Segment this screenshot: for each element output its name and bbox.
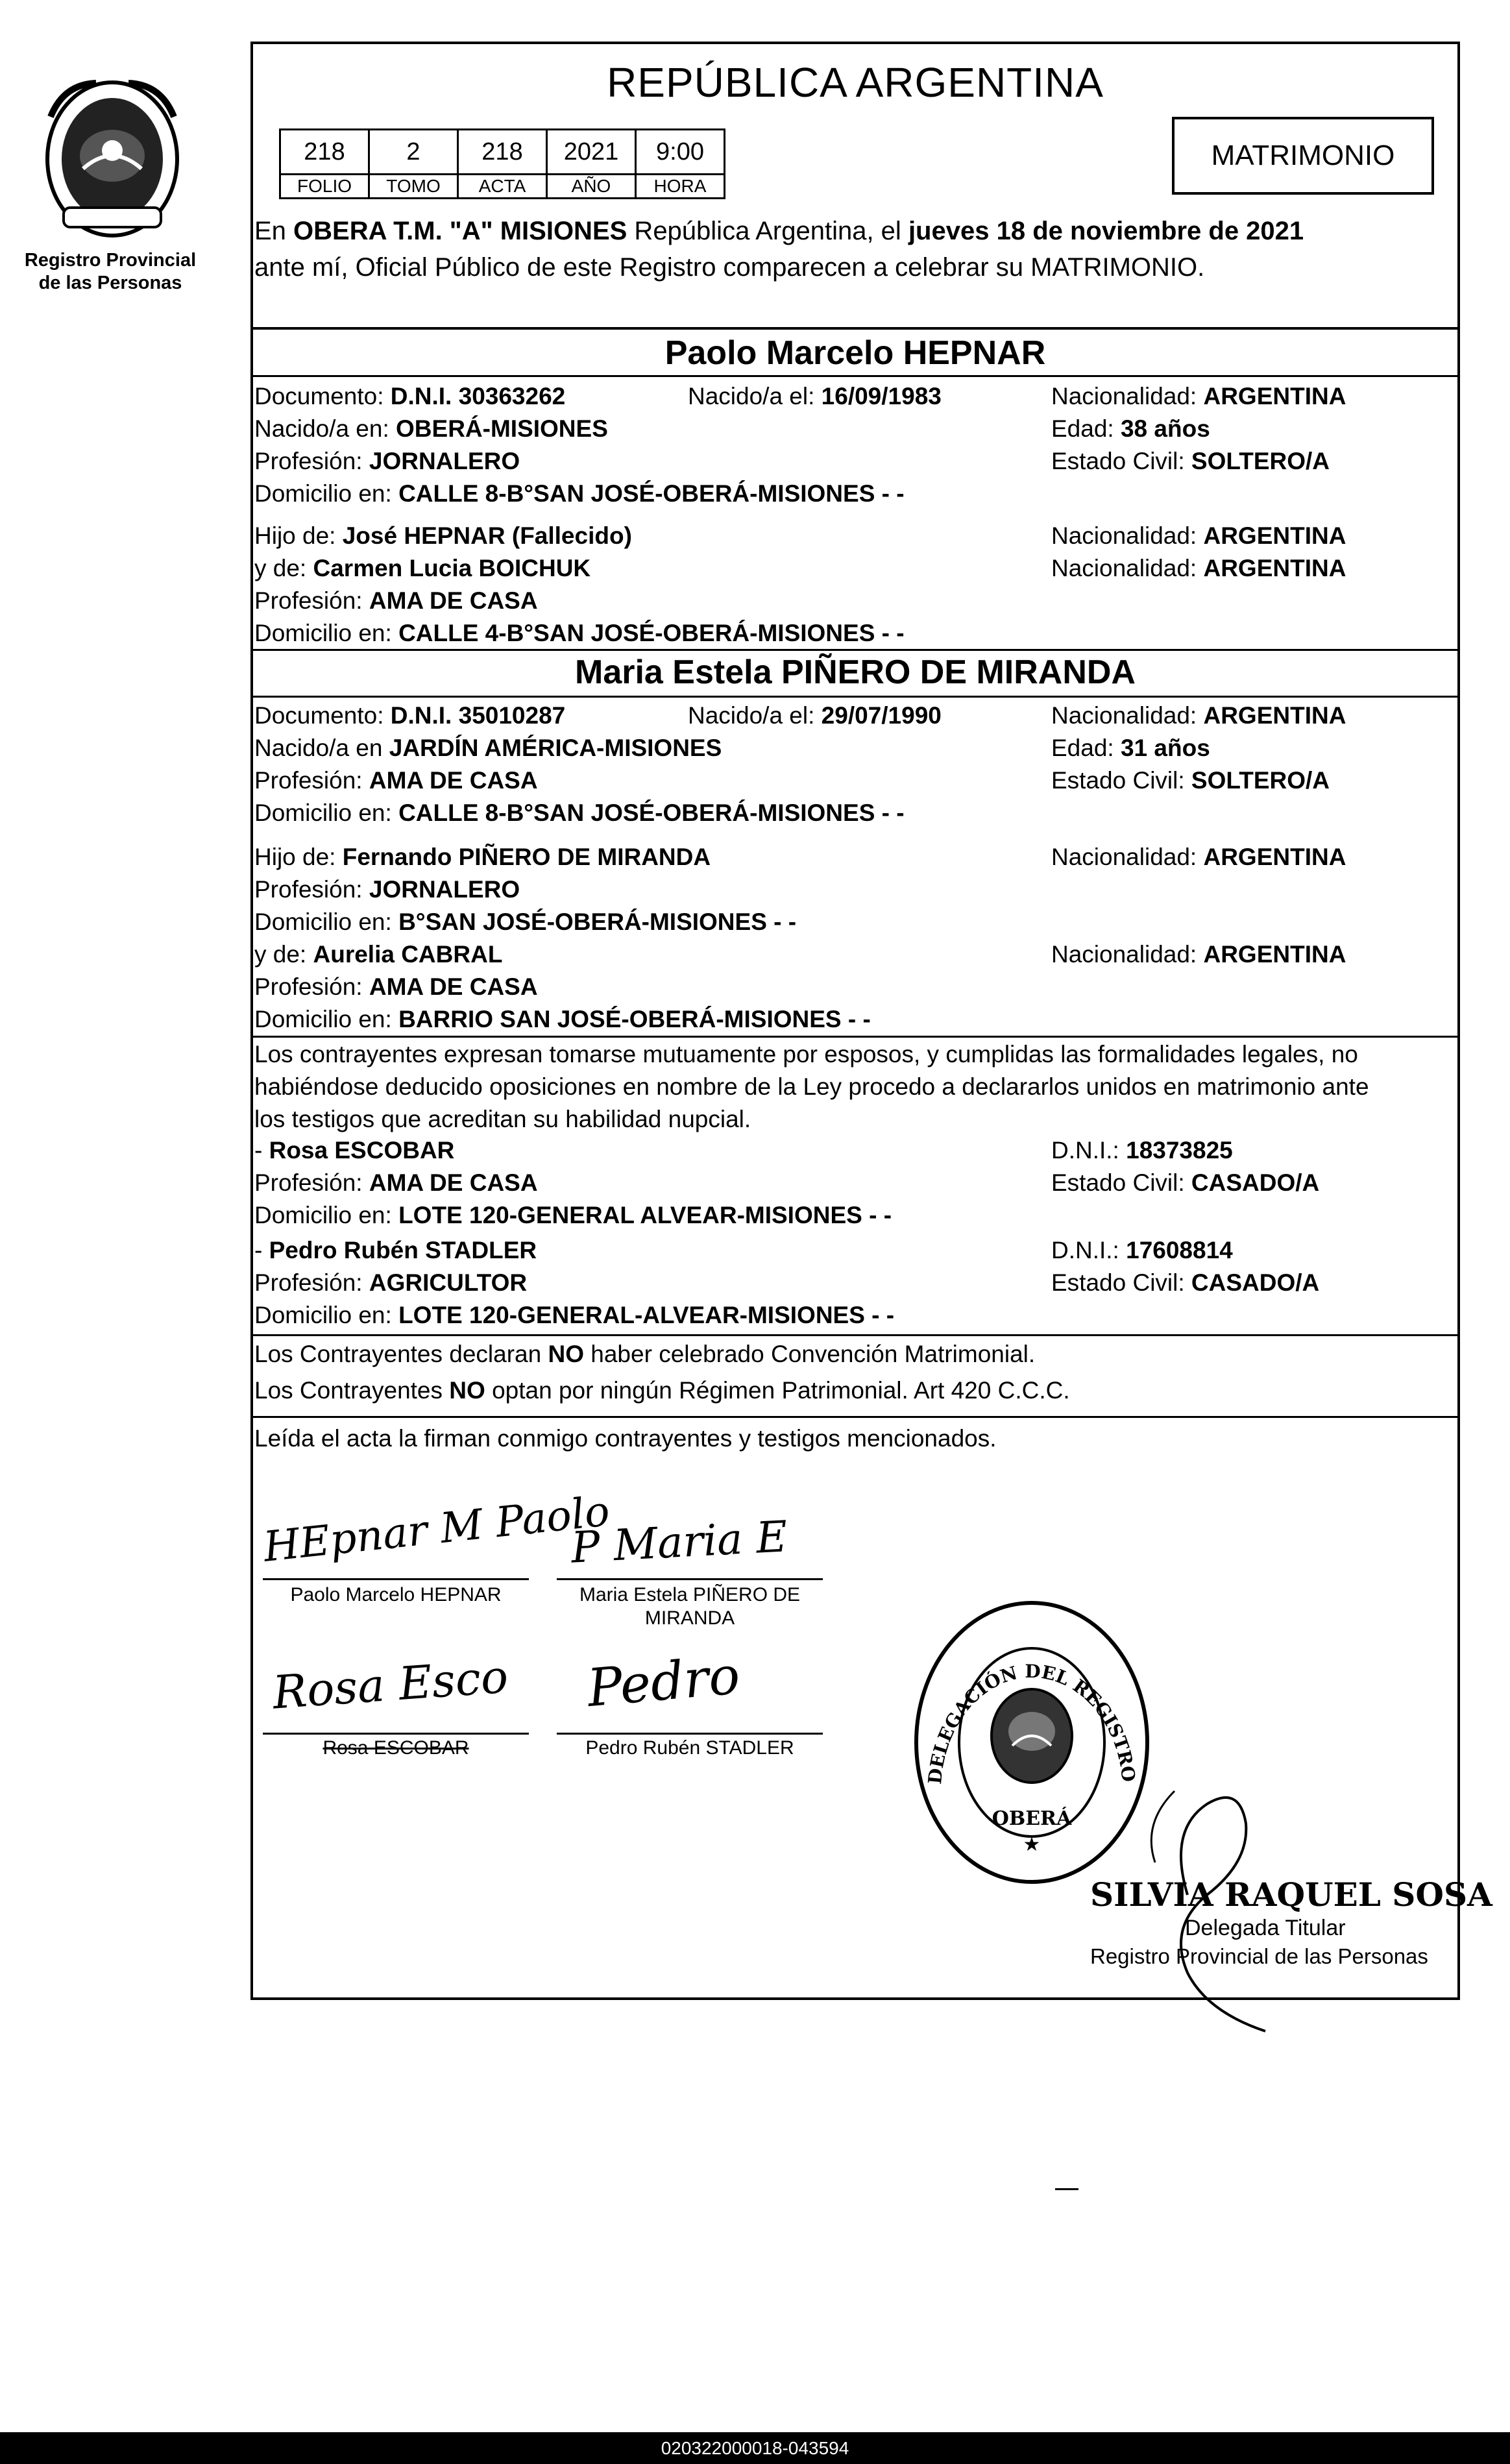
groom-document: Documento: D.N.I. 30363262 — [254, 383, 566, 409]
groom-mother: y de: Carmen Lucia BOICHUK — [254, 555, 591, 581]
official-stamp — [908, 1596, 1155, 1888]
bride-age: Edad: 31 años — [1051, 735, 1210, 761]
witness1-signature: Rosa Esco — [271, 1650, 510, 1720]
folio-label: FOLIO — [280, 175, 369, 199]
signature-line — [263, 1578, 529, 1580]
bride-name: Maria Estela PIÑERO DE MIRANDA — [575, 653, 1136, 691]
witness2-address: Domicilio en: LOTE 120-GENERAL-ALVEAR-MISIONES - - — [254, 1302, 895, 1328]
official-organization: Registro Provincial de las Personas — [1090, 1944, 1428, 1968]
divider — [250, 375, 1460, 377]
groom-age: Edad: 38 años — [1051, 415, 1210, 442]
tomo-value: 2 — [369, 130, 458, 175]
country-title: REPÚBLICA ARGENTINA — [607, 59, 1104, 106]
bride-birthdate: Nacido/a el: 29/07/1990 — [688, 702, 942, 729]
folio-value: 218 — [280, 130, 369, 175]
signature-line — [557, 1578, 823, 1580]
witness1-profession: Profesión: AMA DE CASA — [254, 1169, 538, 1196]
acta-label: ACTA — [458, 175, 547, 199]
closing-statement: Leída el acta la firman conmigo contrayentes y testigos mencionados. — [254, 1425, 997, 1452]
bride-nationality: Nacionalidad: ARGENTINA — [1051, 702, 1346, 729]
groom-nationality: Nacionalidad: ARGENTINA — [1051, 383, 1346, 409]
stamp-city: OBERÁ — [992, 1807, 1072, 1830]
anio-label: AÑO — [547, 175, 636, 199]
svg-text:★: ★ — [1023, 1833, 1041, 1856]
divider — [250, 1416, 1460, 1418]
groom-address: Domicilio en: CALLE 8-B°SAN JOSÉ-OBERÁ-MISIONES - - — [254, 480, 905, 507]
bride-father-address: Domicilio en: B°SAN JOSÉ-OBERÁ-MISIONES - - — [254, 909, 797, 935]
groom-father: Hijo de: José HEPNAR (Fallecido) — [254, 522, 632, 549]
groom-mother-profession: Profesión: AMA DE CASA — [254, 587, 538, 614]
witness1-signature-caption: Rosa ESCOBAR — [323, 1737, 469, 1759]
bride-father: Hijo de: Fernando PIÑERO DE MIRANDA — [254, 844, 711, 870]
witness2-profession: Profesión: AGRICULTOR — [254, 1269, 528, 1296]
bride-profession: Profesión: AMA DE CASA — [254, 767, 538, 794]
bride-father-nationality: Nacionalidad: ARGENTINA — [1051, 844, 1346, 870]
witness1-civil-status: Estado Civil: CASADO/A — [1051, 1169, 1320, 1196]
official-name: SILVIA RAQUEL SOSA — [1090, 1875, 1492, 1914]
witness1-address: Domicilio en: LOTE 120-GENERAL ALVEAR-MISIONES - - — [254, 1202, 892, 1228]
witness1-dni: D.N.I.: 18373825 — [1051, 1137, 1233, 1164]
acta-value: 218 — [458, 130, 547, 175]
logo-caption: Registro Provincial de las Personas — [24, 250, 197, 293]
bride-father-profession: Profesión: JORNALERO — [254, 876, 520, 903]
patrimonial-regime-statement: Los Contrayentes NO optan por ningún Régimen Patrimonial. Art 420 C.C.C. — [254, 1377, 1070, 1404]
groom-signature: HEpnar M Paolo — [261, 1487, 612, 1572]
divider — [250, 327, 1460, 330]
groom-civil-status: Estado Civil: SOLTERO/A — [1051, 448, 1330, 474]
convention-statement: Los Contrayentes declaran NO haber celebrado Convención Matrimonial. — [254, 1341, 1036, 1367]
bride-signature-caption: Maria Estela PIÑERO DE MIRANDA — [579, 1584, 801, 1629]
bride-mother-profession: Profesión: AMA DE CASA — [254, 973, 538, 1000]
hora-label: HORA — [636, 175, 725, 199]
document-code-bar: 020322000018-043594 — [0, 2432, 1510, 2464]
bride-mother: y de: Aurelia CABRAL — [254, 941, 503, 968]
groom-mother-nationality: Nacionalidad: ARGENTINA — [1051, 555, 1346, 581]
groom-signature-caption: Paolo Marcelo HEPNAR — [290, 1584, 502, 1605]
groom-father-nationality: Nacionalidad: ARGENTINA — [1051, 522, 1346, 549]
tomo-label: TOMO — [369, 175, 458, 199]
province-logo — [38, 78, 187, 240]
record-type-box: MATRIMONIO — [1172, 117, 1434, 195]
bride-birthplace: Nacido/a en JARDÍN AMÉRICA-MISIONES — [254, 735, 722, 761]
bride-document: Documento: D.N.I. 35010287 — [254, 702, 566, 729]
anio-value: 2021 — [547, 130, 636, 175]
divider — [250, 1334, 1460, 1336]
witness1-name: - Rosa ESCOBAR — [254, 1137, 455, 1164]
signature-line — [557, 1733, 823, 1735]
record-meta-table — [279, 128, 725, 199]
groom-birthdate: Nacido/a el: 16/09/1983 — [688, 383, 942, 409]
groom-birthplace: Nacido/a en: OBERÁ-MISIONES — [254, 415, 608, 442]
declaration-paragraph: Los contrayentes expresan tomarse mutuamente por esposos, y cumplidas las formalidades legales, no habiéndose deducido oposiciones en nombre de la Ley procedo a declararlos unidos en matrimonio ante los testigos que acreditan su habilidad nupcial. — [254, 1041, 1369, 1132]
groom-name: Paolo Marcelo HEPNAR — [664, 334, 1046, 372]
groom-parents-address: Domicilio en: CALLE 4-B°SAN JOSÉ-OBERÁ-MISIONES - - — [254, 620, 905, 646]
divider — [250, 649, 1460, 651]
stamp-ring-text: DELEGACIÓN DEL REGISTRO — [924, 1660, 1139, 1785]
divider — [250, 696, 1460, 698]
witness2-signature: Pedro — [585, 1644, 742, 1719]
witness2-signature-caption: Pedro Rubén STADLER — [585, 1737, 794, 1759]
witness2-name: - Pedro Rubén STADLER — [254, 1237, 537, 1263]
scan-mark — [1055, 2188, 1078, 2190]
signature-line — [263, 1733, 529, 1735]
bride-civil-status: Estado Civil: SOLTERO/A — [1051, 767, 1330, 794]
official-title: Delegada Titular — [1185, 1916, 1346, 1940]
bride-address: Domicilio en: CALLE 8-B°SAN JOSÉ-OBERÁ-MISIONES - - — [254, 799, 905, 826]
bride-mother-nationality: Nacionalidad: ARGENTINA — [1051, 941, 1346, 968]
bride-mother-address: Domicilio en: BARRIO SAN JOSÉ-OBERÁ-MISIONES - - — [254, 1006, 871, 1032]
hora-value: 9:00 — [636, 130, 725, 175]
witness2-civil-status: Estado Civil: CASADO/A — [1051, 1269, 1320, 1296]
witness2-dni: D.N.I.: 17608814 — [1051, 1237, 1233, 1263]
groom-profession: Profesión: JORNALERO — [254, 448, 520, 474]
divider — [250, 1036, 1460, 1038]
bride-signature: P Maria E — [570, 1511, 789, 1573]
intro-paragraph: En OBERA T.M. "A" MISIONES República Argentina, el jueves 18 de noviembre de 2021 ante mí, Oficial Público de este Registro comparecen a celebrar su MATRIMONIO. — [254, 217, 1304, 282]
